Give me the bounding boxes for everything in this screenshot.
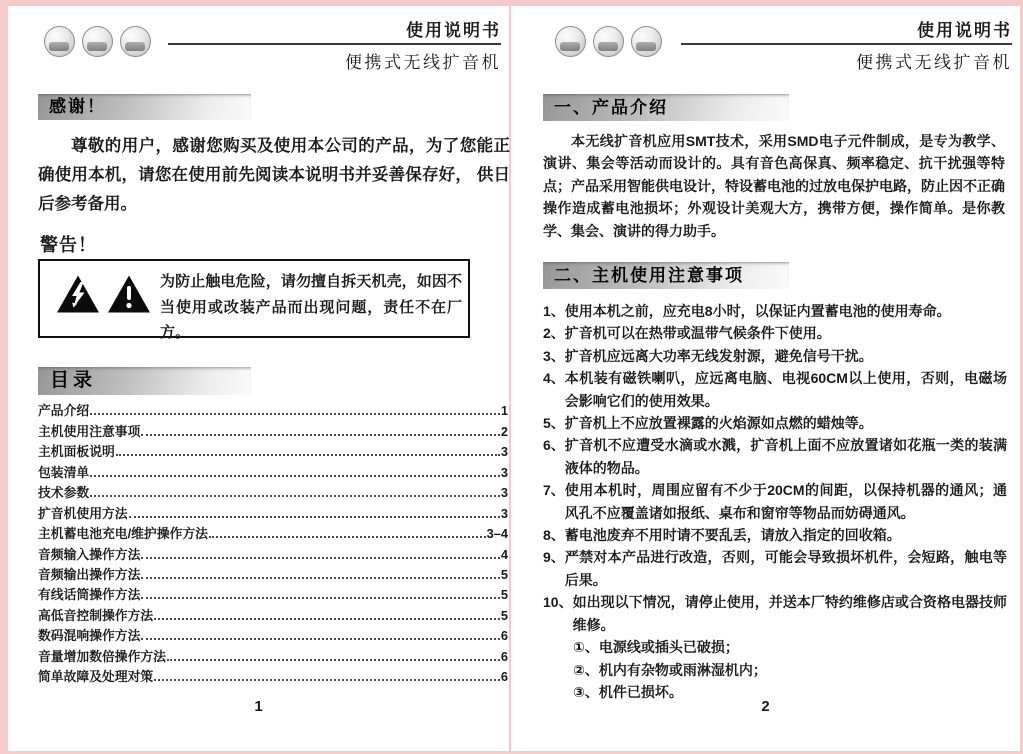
item-text: 本机装有磁铁喇叭，应远离电脑、电视60CM以上使用，否则，电磁场会影响它们的使用效果。 — [564, 370, 1007, 409]
toc-label: 数码混响操作方法 — [38, 628, 141, 644]
page-number-left: 1 — [254, 698, 263, 715]
item-number: 8、 — [543, 527, 565, 544]
item-text: 使用本机之前，应充电8小时，以保证内置蓄电池的使用寿命。 — [564, 303, 951, 319]
page-number-right: 2 — [761, 698, 770, 715]
speaker-scene-badge-icon — [120, 26, 151, 57]
toc-page: 6 — [500, 669, 508, 685]
item-text: 扩音机上不应放置裸露的火焰源如点燃的蜡烛等。 — [564, 415, 873, 432]
toc-row — [38, 440, 508, 460]
toc-label: 音频输出操作方法 — [38, 566, 141, 582]
item-number: 1、 — [543, 303, 565, 319]
page-1 — [8, 6, 509, 751]
item-number: 5、 — [543, 415, 565, 432]
thanks-heading: 感谢！ — [38, 94, 251, 120]
toc-leader — [90, 413, 500, 415]
sub-list-item — [573, 659, 1007, 681]
item-number: 9、 — [543, 549, 565, 566]
toc-row — [38, 419, 508, 439]
toc-page: 6 — [500, 628, 508, 644]
precaution-list — [543, 300, 1007, 703]
toc-label: 主机面板说明 — [38, 444, 115, 460]
toc-heading: 目录 — [38, 367, 251, 395]
toc-row — [38, 644, 508, 664]
classroom-scene-badge-icon — [44, 26, 75, 57]
item-text: 扩音机不应遭受水滴或水溅，扩音机上面不应放置诸如花瓶一类的装满液体的物品。 — [564, 437, 1007, 476]
outdoor-scene-badge-icon — [593, 26, 624, 57]
warning-text: 为防止触电危险，请勿擅自拆天机壳，如因不当使用或改装产品而出现问题，责任不在厂方。 — [160, 273, 462, 341]
item-number: 3、 — [543, 347, 565, 364]
page-header — [168, 20, 501, 73]
toc-page: 4 — [500, 546, 508, 562]
toc-page: 6 — [500, 648, 508, 664]
toc-page: 5 — [500, 587, 508, 603]
warning-box — [38, 259, 470, 341]
sub-list — [573, 636, 1007, 703]
header-rule — [681, 43, 1012, 45]
toc-leader — [141, 577, 500, 579]
toc-page: 3 — [500, 505, 508, 521]
toc-page: 3–4 — [486, 526, 508, 542]
item-number: 7、 — [543, 482, 565, 499]
item-number: 2、 — [543, 325, 565, 342]
toc-leader — [141, 434, 500, 436]
item-text: 使用本机时，周围应留有不少于20CM的间距，以保持机器的通风；通风孔不应覆盖诸如报纸、桌布和窗帘等物品而妨碍通风。 — [564, 482, 1007, 521]
warning-icons — [56, 274, 151, 314]
toc-row — [38, 399, 508, 419]
toc-leader — [129, 516, 500, 518]
toc-row — [38, 481, 508, 501]
section2-heading: 二、主机使用注意事项 — [543, 262, 789, 289]
toc-leader — [167, 659, 500, 661]
list-item — [543, 300, 1007, 322]
item-number: 10、 — [543, 594, 573, 611]
item-text: 扩音机应远离大功率无线发射源，避免信号干扰。 — [564, 347, 873, 364]
list-item — [543, 322, 1007, 344]
item-number: 4、 — [543, 370, 565, 387]
toc-leader — [209, 536, 486, 538]
toc-row — [38, 665, 508, 685]
toc-label: 高低音控制操作方法 — [38, 607, 154, 623]
toc-label: 包装清单 — [38, 464, 90, 480]
list-item — [543, 367, 1007, 412]
toc-page: 2 — [500, 423, 508, 439]
toc-leader — [90, 495, 500, 497]
warning-heading: 警告！ — [40, 235, 97, 256]
item-text: 如出现以下情况，请停止使用，并送本厂特约维修店或合资格电器技师维修。 — [572, 594, 1007, 633]
toc-row — [38, 603, 508, 623]
doc-title: 使用说明书 — [406, 21, 501, 40]
doc-title: 使用说明书 — [917, 21, 1012, 40]
toc-label: 音频输入操作方法 — [38, 546, 141, 562]
toc-leader — [141, 597, 500, 599]
toc-leader — [141, 557, 500, 559]
toc-row — [38, 583, 508, 603]
header-rule — [168, 43, 501, 45]
toc-row — [38, 501, 508, 521]
section1-heading: 一、产品介绍 — [543, 94, 789, 121]
toc-page: 3 — [500, 444, 508, 460]
item-text: 机内有杂物或雨淋湿机内； — [598, 661, 767, 678]
brand-badges — [555, 26, 662, 57]
item-number: 6、 — [543, 437, 565, 454]
item-number: ①、 — [573, 639, 599, 656]
list-item — [543, 591, 1007, 636]
doc-subtitle: 便携式无线扩音机 — [856, 53, 1012, 72]
item-number: ②、 — [573, 661, 599, 678]
item-text: 蓄电池废弃不用时请不要乱丢，请放入指定的回收箱。 — [564, 527, 901, 544]
toc-row — [38, 460, 508, 480]
item-text: 严禁对本产品进行改造，否则，可能会导致损坏机件，会短路，触电等后果。 — [564, 549, 1007, 588]
toc-label: 主机使用注意事项 — [38, 423, 141, 439]
list-item — [543, 412, 1007, 434]
item-text: 扩音机可以在热带或温带气候条件下使用。 — [564, 325, 831, 342]
toc-label: 产品介绍 — [38, 403, 90, 419]
list-item — [543, 546, 1007, 591]
item-text: 电源线或插头已破损； — [598, 639, 739, 656]
toc-row — [38, 522, 508, 542]
toc-leader — [141, 638, 500, 640]
toc-leader — [116, 454, 500, 456]
toc-label: 音量增加数倍操作方法 — [38, 648, 166, 664]
list-item — [543, 479, 1007, 524]
item-text: 机件已损坏。 — [598, 683, 683, 700]
toc-row — [38, 624, 508, 644]
sub-list-item — [573, 636, 1007, 658]
toc-label: 技术参数 — [38, 485, 90, 501]
list-item — [543, 524, 1007, 546]
list-item — [543, 345, 1007, 367]
toc-leader — [154, 618, 500, 620]
thanks-paragraph: 尊敬的用户，感谢您购买及使用本公司的产品，为了您能正确使用本机，请您在使用前先阅读本说明书并妥善保存好， 供日后参考备用。 — [38, 137, 510, 213]
speaker-scene-badge-icon — [631, 26, 662, 57]
lightning-triangle-icon — [56, 274, 100, 314]
page-2 — [511, 6, 1020, 751]
toc-leader — [154, 679, 500, 681]
toc-page: 5 — [500, 566, 508, 582]
toc-label: 简单故障及处理对策 — [38, 669, 154, 685]
table-of-contents — [38, 399, 508, 685]
toc-label: 有线话筒操作方法 — [38, 587, 141, 603]
toc-row — [38, 563, 508, 583]
toc-label: 主机蓄电池充电/维护操作方法 — [38, 526, 208, 542]
toc-leader — [90, 475, 500, 477]
toc-page: 1 — [500, 403, 508, 419]
toc-page: 5 — [500, 607, 508, 623]
page-header — [681, 20, 1012, 73]
doc-subtitle: 便携式无线扩音机 — [345, 53, 501, 72]
brand-badges — [44, 26, 151, 57]
item-number: ③、 — [573, 683, 599, 700]
toc-page: 3 — [500, 485, 508, 501]
toc-label: 扩音机使用方法 — [38, 505, 128, 521]
classroom-scene-badge-icon — [555, 26, 586, 57]
toc-row — [38, 542, 508, 562]
exclamation-triangle-icon — [107, 274, 151, 314]
toc-page: 3 — [500, 464, 508, 480]
section1-paragraph: 本无线扩音机应用SMT技术，采用SMD电子元件制成，是专为教学、演讲、集会等活动而设计的。具有音色高保真、频率稳定、抗干扰强等特点；产品采用智能供电设计，特设蓄电池的过放电保护电路，防止因不正确操作造成蓄电池损坏；外观设计美观大方，携带方便，操作简单。是你教学、集会、演讲的得力助手。 — [543, 133, 1005, 239]
list-item — [543, 434, 1007, 479]
outdoor-scene-badge-icon — [82, 26, 113, 57]
